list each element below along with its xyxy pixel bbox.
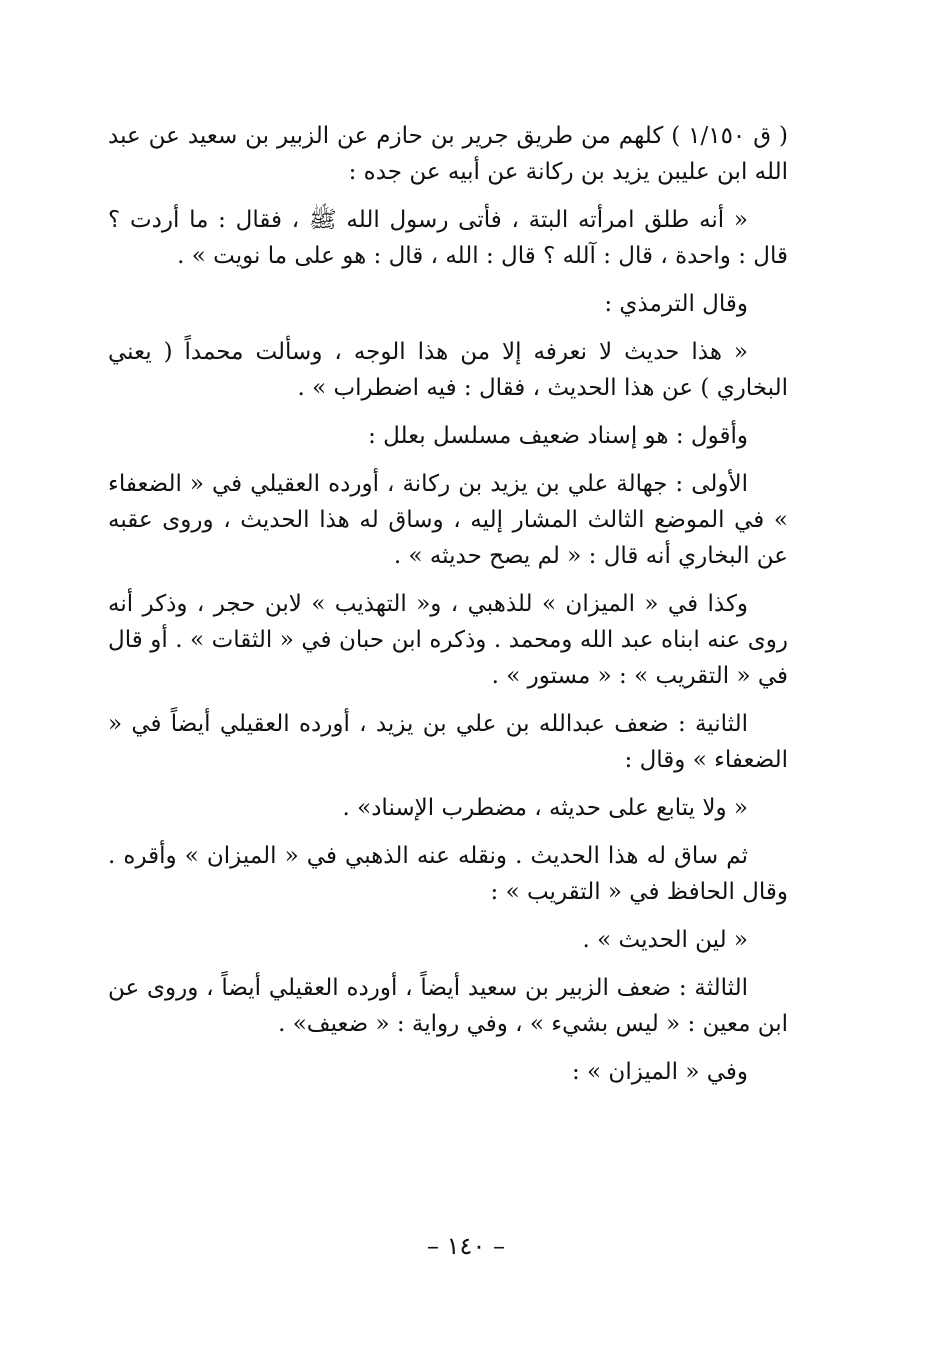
paragraph: « أنه طلق امرأته البتة ، فأتى رسول الله ﷺ ، فقال : ما أردت ؟ قال : واحدة ، قال : آلله ؟ قال : الله ، قال : هو على ما نويت » . — [108, 207, 788, 269]
paragraph: وكذا في « الميزان » للذهبي ، و« التهذيب » لابن حجر ، وذكر أنه روى عنه ابناه عبد الله ومحمد . وذكره ابن حبان في « الثقات » . أو قال في « التقريب » : « مستور » . — [108, 591, 788, 689]
paragraph: الثانية : ضعف عبدالله بن علي بن يزيد ، أورده العقيلي أيضاً في « الضعفاء » وقال : — [108, 711, 788, 773]
paragraph: وفي « الميزان » : — [571, 1059, 748, 1085]
paragraph: « ولا يتابع على حديثه ، مضطرب الإسناد» . — [342, 795, 748, 821]
page-number: – ١٤٠ – — [427, 1232, 505, 1260]
paragraph: ( ق ١/١٥٠ ) كلهم من طريق جرير بن حازم عن الزبير بن سعيد عن عبد الله ابن عليبن يزيد بن ركانة عن أبيه عن جده : — [108, 123, 788, 185]
paragraph: وأقول : هو إسناد ضعيف مسلسل بعلل : — [368, 423, 748, 449]
paragraph: ثم ساق له هذا الحديث . ونقله عنه الذهبي في « الميزان » وأقره . وقال الحافظ في « التقريب » : — [108, 843, 788, 905]
body-text — [108, 118, 788, 1102]
paragraph: الثالثة : ضعف الزبير بن سعيد أيضاً ، أورده العقيلي أيضاً ، وروى عن ابن معين : « ليس بشيء » ، وفي رواية : « ضعيف» . — [108, 975, 788, 1037]
paragraph: وقال الترمذي : — [604, 291, 748, 317]
paragraph: الأولى : جهالة علي بن يزيد بن ركانة ، أورده العقيلي في « الضعفاء » في الموضع الثالث المشار إليه ، وساق له هذا الحديث ، وروى عقبه عن البخاري أنه قال : « لم يصح حديثه » . — [108, 471, 788, 569]
paragraph: « هذا حديث لا نعرفه إلا من هذا الوجه ، وسألت محمداً ( يعني البخاري ) عن هذا الحديث ، فقال : فيه اضطراب » . — [108, 339, 788, 401]
paragraph: « لين الحديث » . — [582, 927, 748, 953]
